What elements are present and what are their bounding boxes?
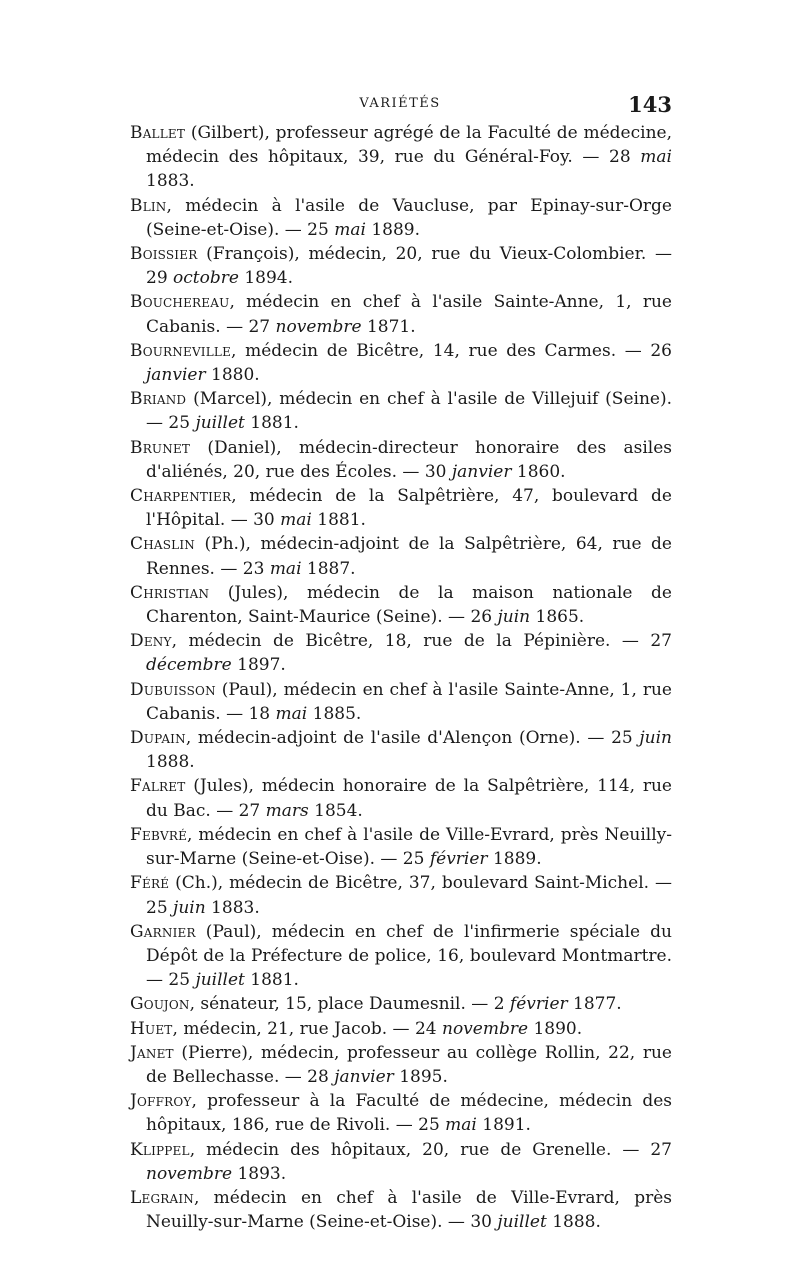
member-entry [130, 629, 672, 677]
date-year: 1881. [244, 413, 299, 434]
date-month: mai [269, 558, 302, 579]
date-month: mai [280, 510, 312, 531]
member-details: , médecin en chef à l'asile de Ville-Evrard, près Neuilly-sur-Marne (Seine-et-Oise). — [146, 1187, 672, 1233]
date-year: 1895. [393, 1066, 448, 1087]
date-year: 1871. [361, 316, 416, 337]
date-month: mai [445, 1115, 477, 1136]
member-entry [130, 194, 672, 242]
member-details: , médecin-adjoint de l'asile d'Alençon (Orne). — [185, 728, 612, 749]
member-name: Dubuisson [130, 679, 216, 700]
member-name: Brunet [130, 437, 191, 458]
date-day: 26 [650, 340, 672, 361]
date-day: 25 [611, 728, 640, 749]
member-details: , médecin, 21, rue Jacob. — [172, 1018, 415, 1039]
date-year: 1887. [301, 558, 356, 579]
date-year: 1891. [476, 1115, 531, 1136]
member-entry [130, 121, 672, 194]
date-month: février [429, 849, 488, 870]
member-name: Deny [130, 631, 172, 652]
date-year: 1877. [567, 994, 622, 1015]
date-year: 1883. [205, 897, 260, 918]
member-entry [130, 992, 672, 1016]
date-month: juin [173, 897, 206, 918]
date-day: 23 [242, 558, 270, 579]
date-day: 27 [650, 631, 672, 652]
member-name: Ballet [130, 123, 186, 143]
member-details: (Jules), médecin honoraire de la Salpêtrière, 114, rue du Bac. — [146, 776, 672, 821]
date-day: 27 [650, 1139, 672, 1160]
date-month: juillet [497, 1212, 547, 1233]
member-details: , médecin en chef à l'asile Sainte-Anne, 1, rue Cabanis. — [146, 292, 672, 337]
date-month: mai [275, 703, 308, 724]
member-name: Dupain [130, 728, 186, 749]
running-title: VARIÉTÉS [359, 96, 441, 111]
date-year: 1893. [232, 1163, 287, 1184]
date-month: février [509, 994, 568, 1015]
date-year: 1865. [530, 607, 585, 628]
date-year: 1880. [205, 365, 260, 386]
member-details: (François), médecin, 20, rue du Vieux-Colombier. — [197, 244, 672, 265]
date-month: mai [640, 147, 672, 168]
date-month: juin [497, 607, 531, 628]
date-month: janvier [146, 365, 206, 386]
member-details: (Paul), médecin en chef à l'asile Sainte-Anne, 1, rue Cabanis. — [146, 679, 672, 724]
member-entry [130, 920, 672, 993]
member-details: , médecin de la Salpêtrière, 47, boulevard de l'Hôpital. — [146, 486, 672, 531]
date-day: 28 [307, 1066, 335, 1087]
member-details: , médecin de Bicêtre, 18, rue de la Pépinière. — [171, 631, 651, 652]
date-year: 1890. [528, 1018, 583, 1039]
member-entry [130, 1017, 672, 1041]
date-day: 25 [168, 970, 196, 991]
date-month: novembre [146, 1163, 233, 1184]
member-name: Garnier [130, 921, 196, 942]
date-month: mars [265, 800, 309, 821]
date-year: 1885. [307, 703, 362, 724]
member-details: , médecin des hôpitaux, 20, rue de Grenelle. — [189, 1139, 651, 1160]
date-month: décembre [146, 655, 232, 676]
member-name: Joffroy [130, 1091, 192, 1112]
member-name: Charpentier [130, 486, 232, 507]
member-name: Féré [130, 873, 170, 894]
date-day: 25 [146, 897, 174, 918]
member-entry [130, 532, 672, 580]
date-month: juin [639, 728, 672, 749]
member-name: Janet [130, 1042, 174, 1063]
date-day: 25 [307, 219, 335, 240]
date-day: 18 [248, 703, 276, 724]
member-name: Goujon [130, 994, 190, 1015]
member-name: Chaslin [130, 534, 195, 555]
member-entry [130, 1089, 672, 1137]
member-name: Legrain [130, 1187, 194, 1208]
date-day: 30 [424, 461, 452, 482]
member-name: Klippel [130, 1139, 190, 1160]
page-number: 143 [628, 92, 672, 117]
member-entry [130, 678, 672, 726]
member-entry [130, 1041, 672, 1089]
date-day: 27 [248, 316, 276, 337]
date-month: novembre [442, 1018, 529, 1039]
member-details: , médecin en chef à l'asile de Ville-Evrard, près Neuilly-sur-Marne (Seine-et-Oise). — [146, 824, 672, 870]
date-year: 1881. [244, 970, 299, 991]
member-details: (Marcel), médecin en chef à l'asile de Villejuif (Seine). — [146, 389, 672, 434]
member-details: , professeur à la Faculté de médecine, médecin des hôpitaux, 186, rue de Rivoli. — [146, 1091, 672, 1136]
date-month: juillet [195, 413, 245, 434]
member-details: (Daniel), médecin-directeur honoraire des asiles d'aliénés, 20, rue des Écoles. — [146, 437, 672, 482]
member-details: (Pierre), médecin, professeur au collège Rollin, 22, rue de Bellechasse. — [146, 1042, 672, 1087]
date-day: 25 [402, 849, 430, 870]
member-entry [130, 387, 672, 435]
date-year: 1894. [238, 268, 294, 289]
member-details: , médecin de Bicêtre, 14, rue des Carmes. — [231, 340, 651, 361]
member-name: Falret [130, 776, 186, 797]
date-day: 26 [470, 607, 498, 628]
member-details: , sénateur, 15, place Daumesnil. — [189, 994, 494, 1015]
member-entry [130, 290, 672, 338]
member-entry [130, 242, 672, 290]
date-day: 28 [609, 147, 641, 168]
member-name: Febvré [130, 824, 188, 845]
date-year: 1888. [546, 1212, 601, 1233]
date-month: octobre [173, 268, 239, 289]
date-month: novembre [275, 316, 362, 337]
date-year: 1860. [511, 461, 566, 482]
member-entry [130, 339, 672, 387]
member-entry [130, 871, 672, 919]
member-details: , médecin à l'asile de Vaucluse, par Epinay-sur-Orge (Seine-et-Oise). — [146, 195, 672, 240]
member-entry [130, 774, 672, 822]
date-day: 30 [253, 510, 281, 531]
date-day: 24 [414, 1018, 442, 1039]
member-details: (Jules), médecin de la maison nationale de Charenton, Saint-Maurice (Seine). — [146, 582, 672, 628]
member-name: Blin [130, 195, 167, 216]
member-name: Boissier [130, 244, 198, 265]
date-year: 1889. [487, 849, 542, 870]
member-name: Christian [130, 582, 210, 603]
date-year: 1897. [231, 655, 286, 676]
date-day: 27 [238, 800, 266, 821]
date-day: 25 [418, 1115, 446, 1136]
member-entry [130, 436, 672, 484]
member-entry [130, 823, 672, 871]
member-name: Briand [130, 389, 187, 410]
date-year: 1888. [146, 752, 195, 773]
member-details: (Ch.), médecin de Bicêtre, 37, boulevard Saint-Michel. — [169, 873, 672, 894]
member-entry [130, 1138, 672, 1186]
member-entry [130, 484, 672, 532]
date-month: juillet [195, 970, 245, 991]
member-name: Bourneville [130, 340, 232, 361]
date-day: 29 [146, 268, 174, 289]
member-details: (Ph.), médecin-adjoint de la Salpêtrière, 64, rue de Rennes. — [146, 534, 672, 579]
date-year: 1889. [365, 219, 420, 240]
date-month: janvier [334, 1066, 394, 1087]
date-year: 1883. [146, 171, 195, 192]
date-day: 2 [493, 994, 510, 1015]
member-entry [130, 726, 672, 774]
running-head [0, 92, 800, 122]
member-list [130, 121, 672, 1234]
date-month: janvier [451, 461, 512, 482]
date-year: 1881. [311, 510, 366, 531]
member-details: (Paul), médecin en chef de l'infirmerie spéciale du Dépôt de la Préfecture de police, 16, boulevard Montmartre. — [146, 921, 672, 991]
date-month: mai [334, 219, 366, 240]
date-day: 25 [168, 413, 196, 434]
member-name: Bouchereau [130, 292, 230, 313]
member-name: Huet [130, 1018, 173, 1039]
member-entry [130, 1186, 672, 1234]
member-entry [130, 581, 672, 629]
date-day: 30 [470, 1212, 498, 1233]
member-details: (Gilbert), professeur agrégé de la Faculté de médecine, médecin des hôpitaux, 39, rue du Général-Foy. — [146, 123, 672, 168]
date-year: 1854. [308, 800, 363, 821]
